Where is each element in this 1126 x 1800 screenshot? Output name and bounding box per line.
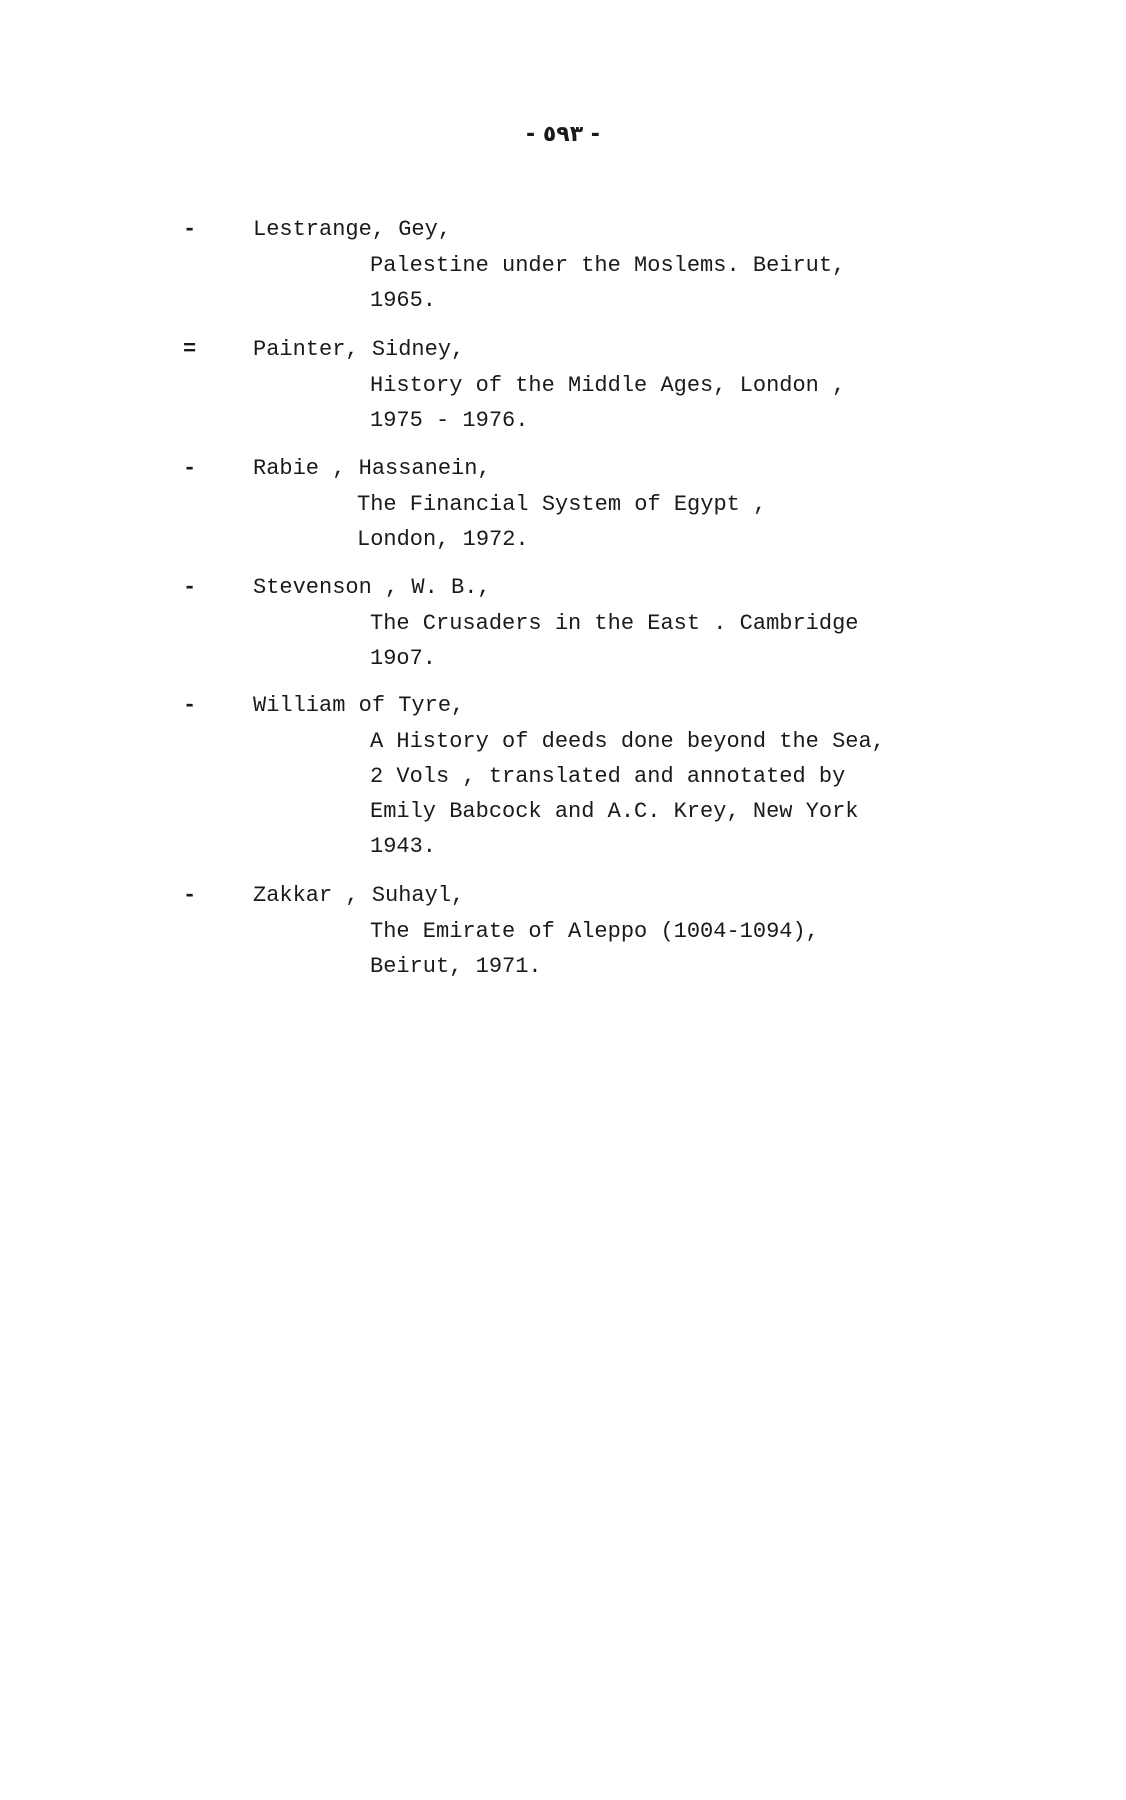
entry-bullet: =: [183, 337, 197, 362]
entry-bullet: -: [183, 217, 197, 242]
entry-author: Stevenson , W. B.,: [253, 575, 491, 600]
page-number: - ٥٩٣ -: [526, 122, 600, 147]
entry-bullet: -: [183, 575, 197, 600]
entry-details: History of the Middle Ages, London , 1975 - 1976.: [370, 373, 846, 433]
entry-details: The Emirate of Aleppo (1004-1094), Beirut, 1971.: [370, 919, 819, 979]
entry-author: Rabie , Hassanein,: [253, 456, 491, 481]
entry-details: Palestine under the Moslems. Beirut, 1965.: [370, 253, 846, 313]
entry-author: Lestrange, Gey,: [253, 217, 452, 242]
entry-details: The Financial System of Egypt , London, 1972.: [357, 492, 767, 552]
entry-bullet: -: [183, 693, 197, 718]
entry-author: Zakkar , Suhayl,: [253, 883, 465, 908]
entry-bullet: -: [183, 883, 197, 908]
entry-details: A History of deeds done beyond the Sea, 2 Vols , translated and annotated by Emily Babcock and A.C. Krey, New York 1943.: [370, 729, 885, 859]
entry-author: William of Tyre,: [253, 693, 465, 718]
entry-author: Painter, Sidney,: [253, 337, 465, 362]
entry-bullet: -: [183, 456, 197, 481]
entry-details: The Crusaders in the East . Cambridge 19o7.: [370, 611, 859, 671]
